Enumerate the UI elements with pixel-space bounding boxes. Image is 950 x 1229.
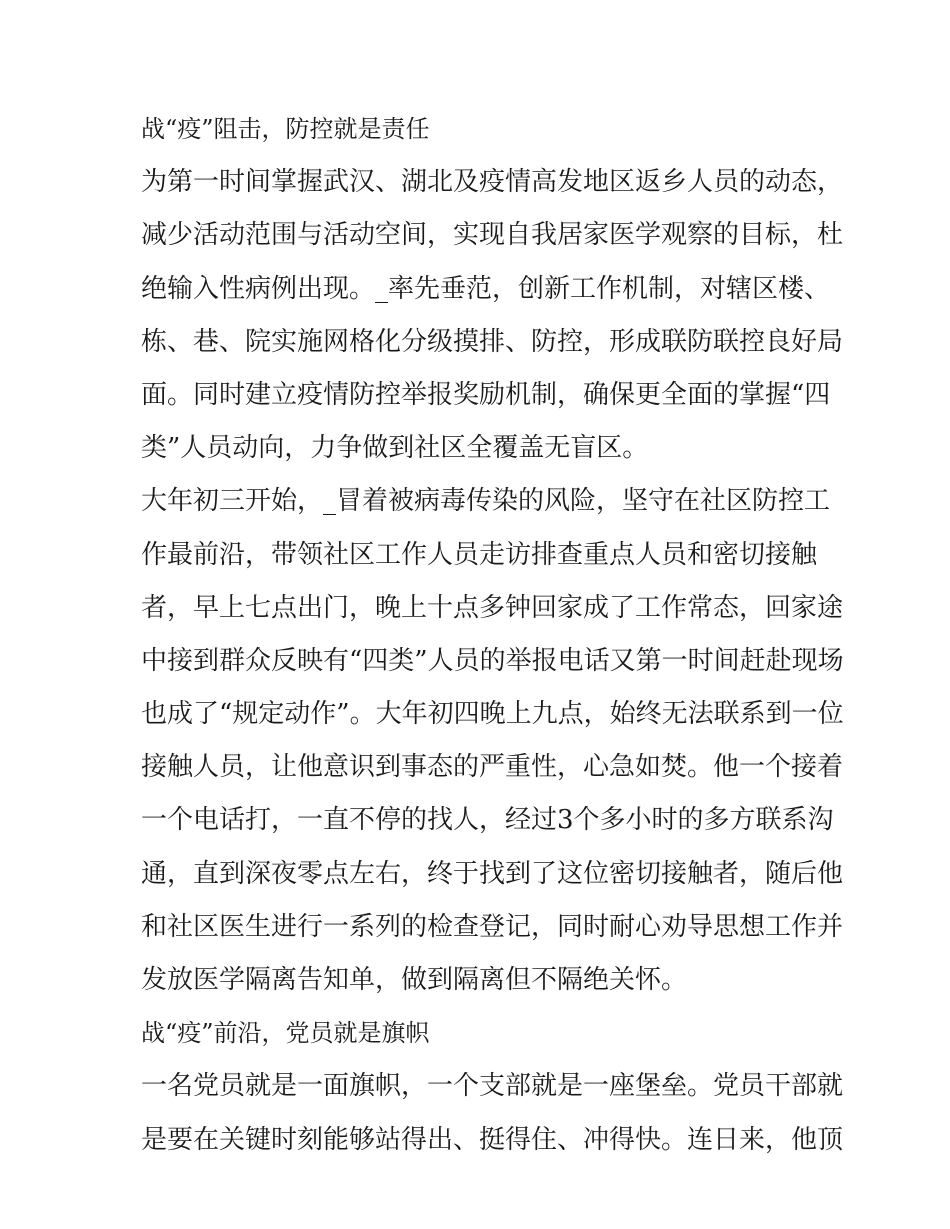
text-line: 接触人员，让他意识到事态的严重性，心急如焚。他一个接着 [141, 752, 844, 783]
text-line: 者，早上七点出门，晚上十点多钟回家成了工作常态，回家途 [141, 592, 844, 623]
text-line: 也成了“规定动作”。大年初四晚上九点，始终无法联系到一位 [141, 699, 844, 730]
text-line: 栋、巷、院实施网格化分级摸排、防控，形成联防联控良好局 [141, 326, 844, 357]
text-line: 为第一时间掌握武汉、湖北及疫情高发地区返乡人员的动态， [141, 167, 844, 198]
document-body [141, 111, 844, 1175]
text-line: 一名党员就是一面旗帜，一个支部就是一座堡垒。党员干部就 [141, 1071, 844, 1102]
text-line: 和社区医生进行一系列的检查登记，同时耐心劝导思想工作并 [141, 911, 844, 942]
text-line: 大年初三开始，_冒着被病毒传染的风险，坚守在社区防控工 [141, 486, 831, 517]
section-heading: 战“疫”前沿，党员就是旗帜 [141, 1019, 430, 1048]
text-line: 中接到群众反映有“四类”人员的举报电话又第一时间赶赴现场 [141, 645, 844, 676]
text-line: 发放医学隔离告知单，做到隔离但不隔绝关怀。 [141, 965, 688, 995]
text-line: 一个电话打，一直不停的找人，经过3个多小时的多方联系沟 [141, 805, 834, 836]
text-line: 是要在关键时刻能够站得出、挺得住、冲得快。连日来，他顶 [141, 1124, 844, 1155]
section-heading: 战“疫”阻击，防控就是责任 [141, 115, 430, 143]
text-line: 通，直到深夜零点左右，终于找到了这位密切接触者，随后他 [141, 858, 844, 889]
text-line: 类”人员动向，力争做到社区全覆盖无盲区。 [141, 433, 649, 464]
text-line: 绝输入性病例出现。_率先垂范，创新工作机制，对辖区楼、 [141, 273, 831, 304]
text-line: 作最前沿，带领社区工作人员走访排查重点人员和密切接触 [141, 539, 818, 570]
text-line: 减少活动范围与活动空间，实现自我居家医学观察的目标，杜 [141, 220, 844, 251]
text-line: 面。同时建立疫情防控举报奖励机制，确保更全面的掌握“四 [141, 379, 831, 410]
